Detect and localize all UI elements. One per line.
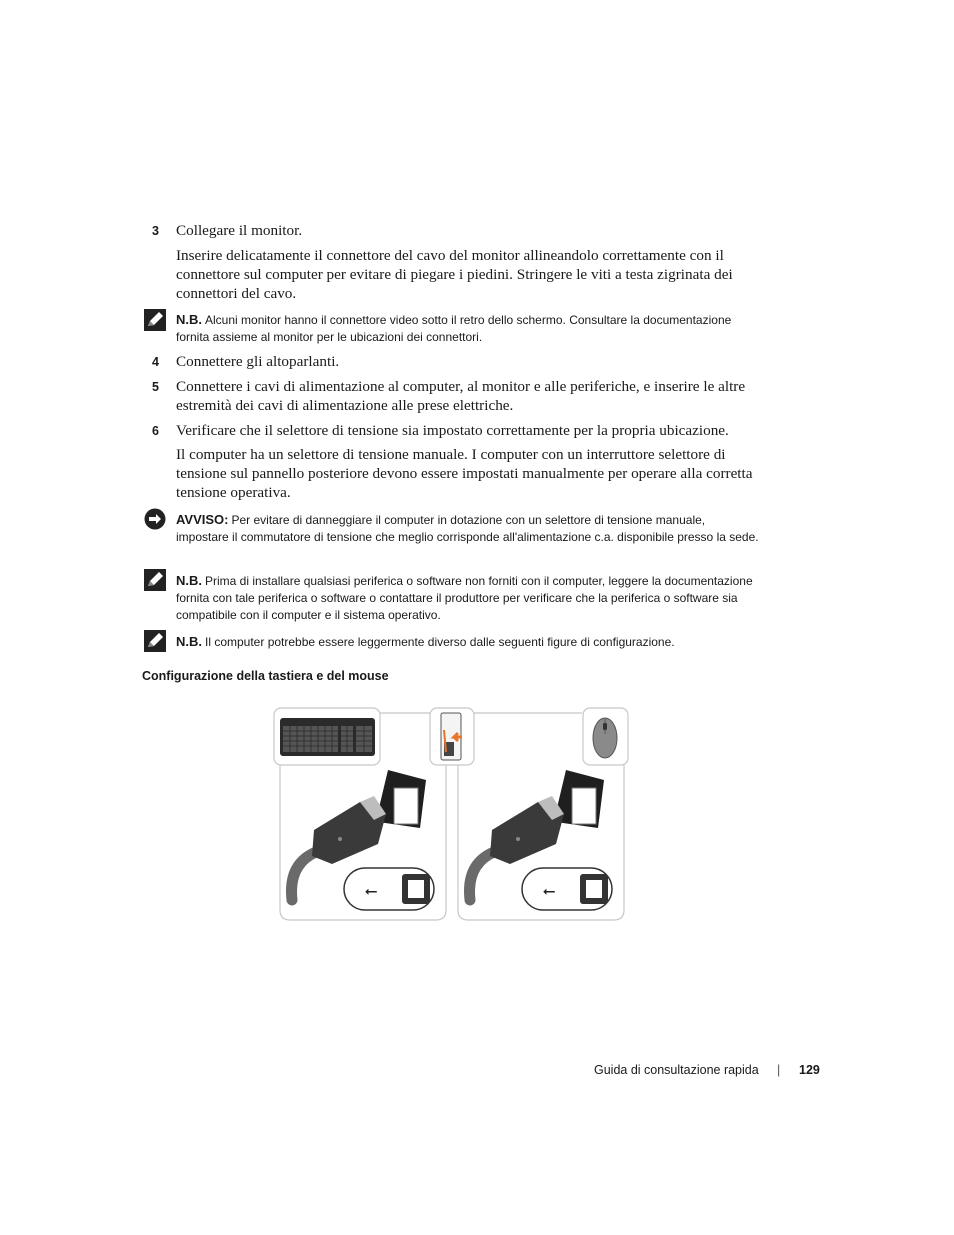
usb-icon: ⭠ [364,881,378,900]
step-number: 5 [152,380,159,394]
step-text: Collegare il monitor. [176,222,303,239]
page-number: 129 [799,1063,820,1077]
note-monitor-connector [176,311,761,346]
footer-separator: | [777,1063,781,1077]
pencil-note-icon [144,569,166,591]
note-label: N.B. [176,634,202,649]
step-text: Connettere gli altoparlanti. [176,353,340,370]
note-label: N.B. [176,312,202,327]
usb-icon: ⭠ [542,881,556,900]
footer-title: Guida di consultazione rapida [594,1063,759,1077]
section-heading: Configurazione della tastiera e del mouse [142,669,389,683]
step-number: 4 [152,355,159,369]
keyboard-mouse-usb-illustration [270,704,632,926]
notice-arrow-icon [144,508,166,530]
notice-text: Per evitare di danneggiare il computer in dotazione con un selettore di tensione manuale, impostare il commutatore di tensione che meglio corrisponde all'alimentazione c.a. disponibile presso la sede. [176,513,759,544]
computer-tower-icon [430,708,474,765]
usb-connector-left [292,770,435,910]
pencil-note-icon [144,630,166,652]
step-number: 6 [152,424,159,438]
pencil-note-icon [144,309,166,331]
note-peripheral-compat [176,572,761,624]
step-number: 3 [152,224,159,238]
notice-voltage [176,511,761,546]
note-text: Alcuni monitor hanno il connettore video sotto il retro dello schermo. Consultare la documentazione fornita assieme al monitor per le ubicazioni dei connettori. [176,313,732,344]
note-text: Il computer potrebbe essere leggermente diverso dalle seguenti figure di configurazione. [205,635,675,649]
note-text: Prima di installare qualsiasi periferica o software non forniti con il computer, leggere la documentazione fornita con tale periferica o software o contattare il produttore per verificare che la periferica o software sia compatibile con il computer e il sistema operativo. [176,574,753,622]
note-label: N.B. [176,573,202,588]
keyboard-icon [274,708,380,765]
step-text: Connettere i cavi di alimentazione al computer, al monitor e alle periferiche, e inserire le altre estremità dei cavi di alimentazione alle prese elettriche. [176,378,746,414]
usb-connector-right [470,770,613,910]
voltage-paragraph: Il computer ha un selettore di tensione manuale. I computer con un interruttore selettore di tensione sul pannello posteriore devono essere impostati manualmente per operare alla corretta tensione operativa. [176,446,753,501]
notice-label: AVVISO: [176,512,229,527]
step-text: Verificare che il selettore di tensione sia impostato correttamente per la propria ubicazione. [176,422,729,439]
note-figure-difference [176,633,761,651]
monitor-paragraph: Inserire delicatamente il connettore del cavo del monitor allineandolo correttamente con il connettore sul computer per evitare di piegare i piedini. Stringere le viti a testa zigrinata dei connettori del cavo. [176,247,733,302]
mouse-icon [583,708,628,765]
